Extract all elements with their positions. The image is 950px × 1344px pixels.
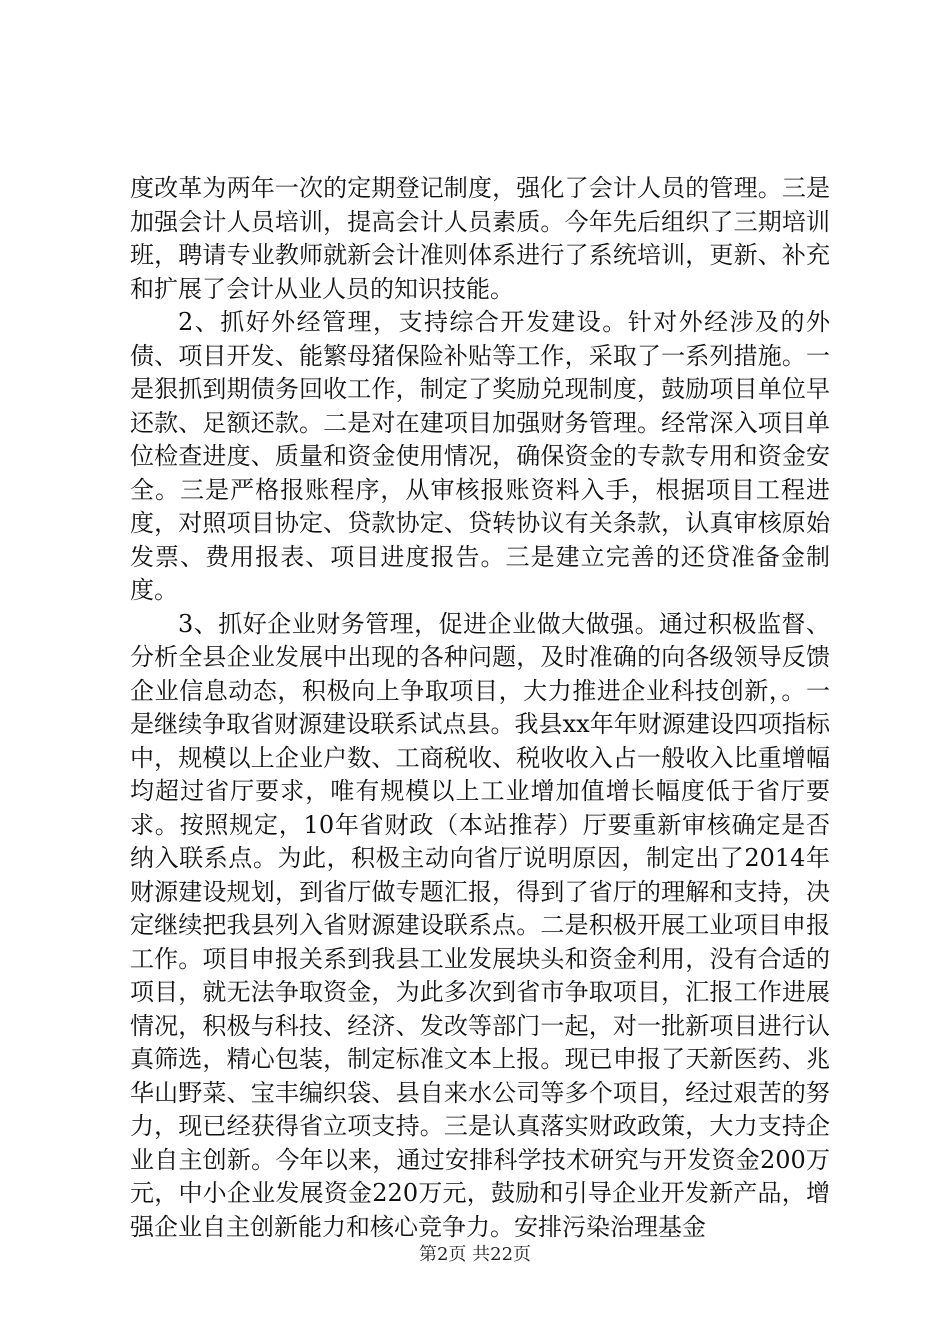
page-number-footer: 第2页 共22页 xyxy=(418,1244,532,1265)
paragraph-foreign-economic-management: 2、抓好外经管理，支持综合开发建设。针对外经涉及的外债、项目开发、能繁母猪保险补贴等工作，采取了一系列措施。一是狠抓到期债务回收工作，制定了奖励兑现制度，鼓励项目单位早还款、足额还款。二是对在建项目加强财务管理。经常深入项目单位检查进度、质量和资金使用情况，确保资金的专款专用和资金安全。三是严格报账程序，从审核报账资料入手，根据项目工程进度，对照项目协定、贷款协定、贷转协议有关条款，认真审核原始发票、费用报表、项目进度报告。三是建立完善的还贷准备金制度。 xyxy=(130,308,830,604)
paragraph-enterprise-financial-management: 3、抓好企业财务管理，促进企业做大做强。通过积极监督、分析全县企业发展中出现的各种问题，及时准确的向各级领导反馈企业信息动态，积极向上争取项目，大力推进企业科技创新，。一是继续争取省财源建设联系试点县。我县xx年年财源建设四项指标中，规模以上企业户数、工商税收、税收收入占一般收入比重增幅均超过省厅要求，唯有规模以上工业增加值增长幅度低于省厅要求。按照规定，10年省财政（本站推荐）厅要重新审核确定是否纳入联系点。为此，积极主动向省厅说明原因，制定出了2014年财源建设规划，到省厅做专题汇报，得到了省厅的理解和支持，决定继续把我县列入省财源建设联系点。二是积极开展工业项目申报工作。项目申报关系到我县工业发展块头和资金利用，没有合适的项目，就无法争取资金，为此多次到省市争取项目，汇报工作进展情况，积极与科技、经济、发改等部门一起，对一批新项目进行认真筛选，精心包装，制定标准文本上报。现已申报了天新医药、兆华山野菜、宝丰编织袋、县自来水公司等多个项目，经过艰苦的努力，现已经获得省立项支持。三是认真落实财政政策，大力支持企业自主创新。今年以来，通过安排科学技术研究与开发资金200万元，中小企业发展资金220万元，鼓励和引导企业开发新产品，增强企业自主创新能力和核心竞争力。安排污染治理基金 xyxy=(130,609,830,1241)
paragraph-continuation: 度改革为两年一次的定期登记制度，强化了会计人员的管理。三是加强会计人员培训，提高会计人员素质。今年先后组织了三期培训班，聘请专业教师就新会计准则体系进行了系统培训，更新、补充和扩展了会计从业人员的知识技能。 xyxy=(130,174,830,303)
document-body xyxy=(130,172,830,1244)
